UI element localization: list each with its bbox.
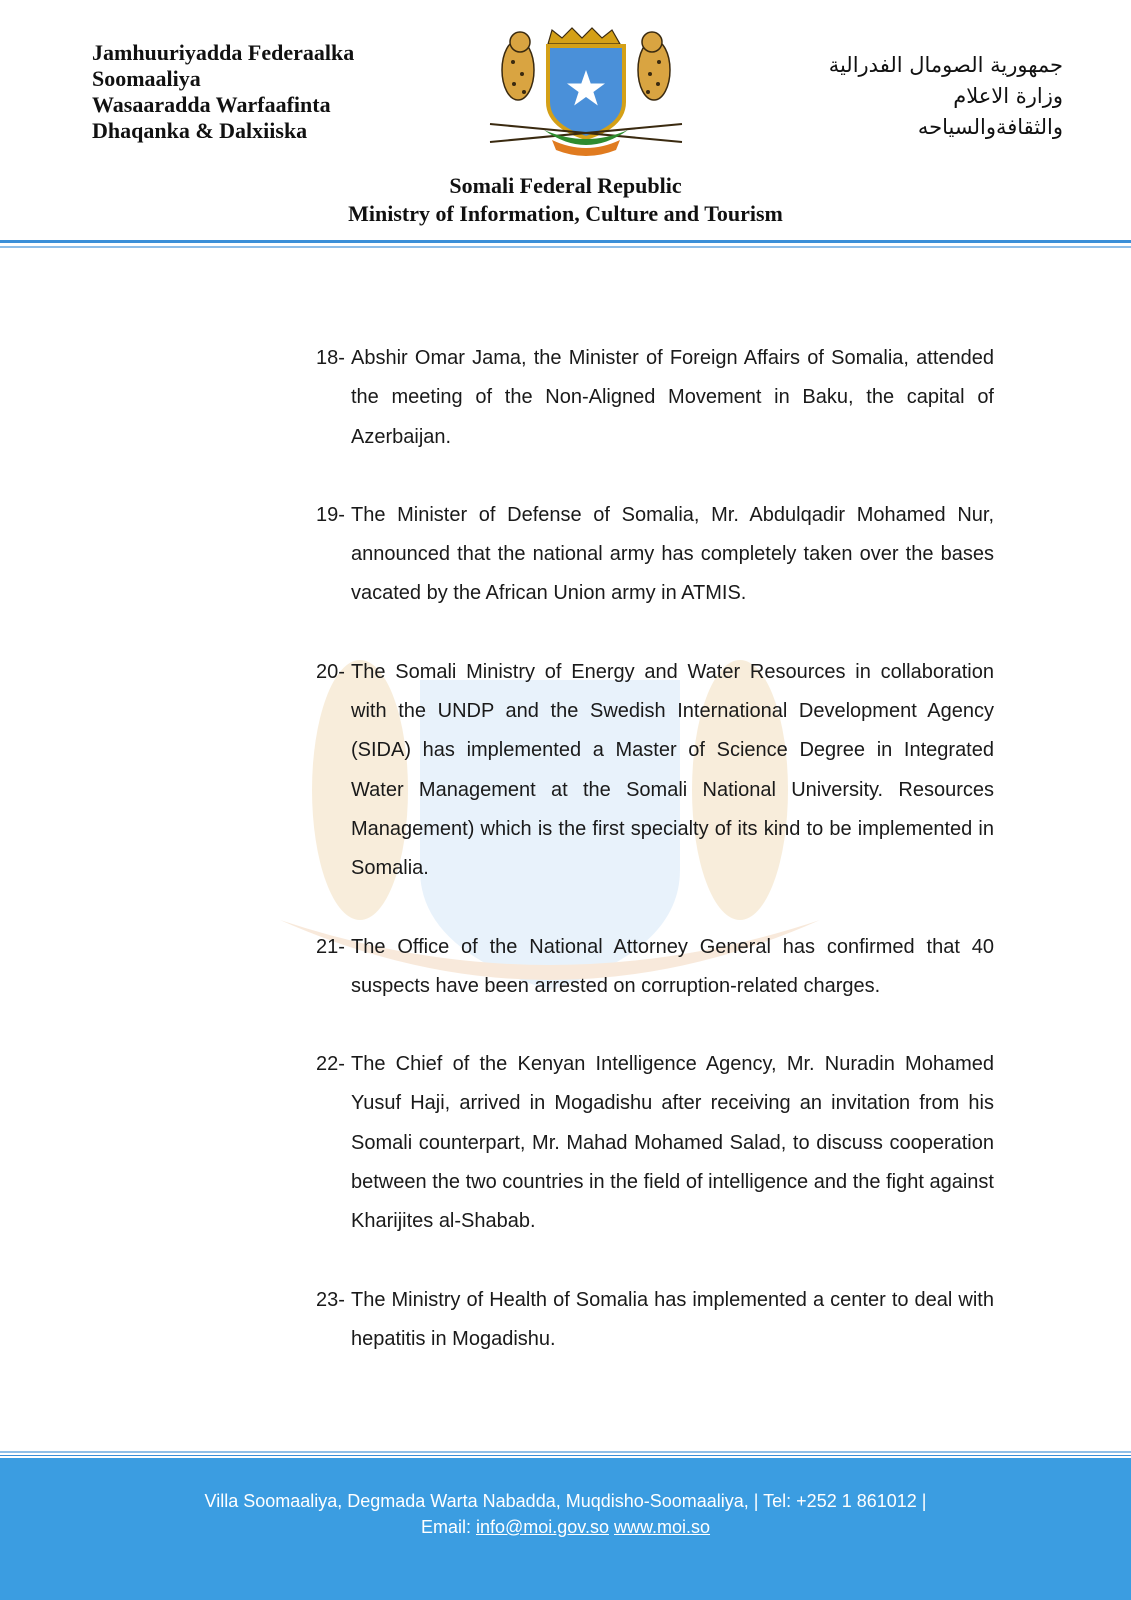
list-item bbox=[316, 653, 994, 889]
english-header-line: Ministry of Information, Culture and Tourism bbox=[348, 201, 783, 226]
header-divider-thin bbox=[0, 246, 1131, 248]
footer bbox=[0, 1458, 1131, 1600]
list-item bbox=[316, 1045, 994, 1241]
somali-header-line: Wasaaradda Warfaafinta bbox=[92, 92, 331, 117]
website-link[interactable]: www.moi.so bbox=[614, 1517, 711, 1537]
list-item bbox=[316, 339, 994, 457]
arabic-ministry-header bbox=[829, 50, 1063, 143]
news-list bbox=[316, 339, 994, 1398]
footer-divider bbox=[0, 1451, 1131, 1453]
item-number: 21- bbox=[316, 935, 345, 958]
english-header-line: Somali Federal Republic bbox=[449, 173, 682, 198]
header-divider bbox=[0, 240, 1131, 243]
item-text: The Office of the National Attorney General has confirmed that 40 suspects have been arrested on corruption-related charges. bbox=[351, 935, 994, 997]
item-number: 19- bbox=[316, 503, 345, 526]
item-text: Abshir Omar Jama, the Minister of Foreign Affairs of Somalia, attended the meeting of the Non-Aligned Movement in Baku, the capital of Azerbaijan. bbox=[351, 347, 994, 448]
arabic-header-line: والثقافةوالسياحه bbox=[917, 115, 1063, 139]
item-text: The Minister of Defense of Somalia, Mr. Abdulqadir Mohamed Nur, announced that the national army has completely taken over the bases vacated by the African Union army in ATMIS. bbox=[351, 503, 994, 605]
item-number: 18- bbox=[316, 347, 345, 369]
email-link[interactable]: info@moi.gov.so bbox=[475, 1517, 609, 1537]
right-leopard-icon bbox=[638, 32, 670, 100]
item-text: The Ministry of Health of Somalia has implemented a center to deal with hepatitis in Mogadishu. bbox=[351, 1288, 994, 1350]
item-text: The Somali Ministry of Energy and Water Resources in collaboration with the UNDP and the Swedish International Development Agency (SIDA) has implemented a Master of Science Degree in Integrated Water Management at the Somali National University. Resources Management) which is the first specialty of its kind to be implemented in Somalia. bbox=[351, 660, 994, 880]
somali-header-line: Jamhuuriyadda Federaalka bbox=[92, 40, 355, 65]
left-leopard-icon bbox=[502, 32, 534, 100]
item-number: 22- bbox=[316, 1053, 345, 1076]
footer-address: Villa Soomaaliya, Degmada Warta Nabadda, Muqdisho-Soomaaliya, | Tel: +252 1 861012 | bbox=[204, 1491, 927, 1511]
list-item bbox=[316, 1281, 994, 1360]
coat-of-arms-emblem bbox=[486, 22, 686, 162]
arabic-header-line: وزارة الاعلام bbox=[953, 84, 1063, 108]
arabic-header-line: جمهورية الصومال الفدرالية bbox=[828, 53, 1063, 77]
somali-header-line: Soomaaliya bbox=[92, 66, 201, 91]
email-label: Email: bbox=[420, 1517, 471, 1537]
footer-contact bbox=[0, 1514, 1131, 1540]
somali-ministry-header bbox=[92, 40, 354, 144]
item-text: The Chief of the Kenyan Intelligence Agency, Mr. Nuradin Mohamed Yusuf Haji, arrived in Mogadishu after receiving an invitation from his Somali counterpart, Mr. Mahad Mohamed Salad, to discuss cooperation between the two countries in the field of intelligence and the fight against Kharijites al-Shabab. bbox=[351, 1053, 994, 1233]
crown-icon bbox=[548, 28, 620, 44]
somali-header-line: Dhaqanka & Dalxiiska bbox=[92, 118, 308, 143]
list-item bbox=[316, 928, 994, 1007]
item-number: 23- bbox=[316, 1288, 345, 1311]
list-item bbox=[316, 496, 994, 614]
item-number: 20- bbox=[316, 660, 345, 683]
footer-divider-thin bbox=[0, 1455, 1131, 1456]
english-ministry-header bbox=[0, 172, 1131, 228]
